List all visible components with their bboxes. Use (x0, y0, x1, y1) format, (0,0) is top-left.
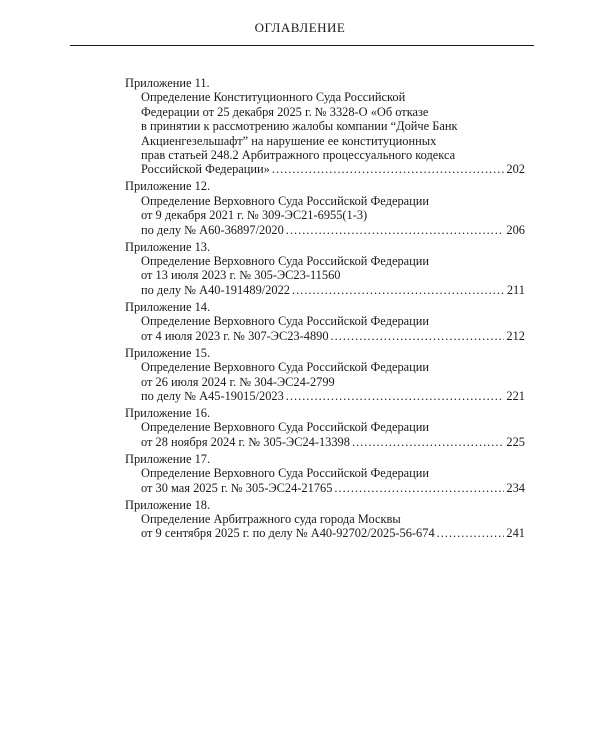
toc-entry[interactable] (125, 346, 525, 404)
header-rule (70, 45, 534, 46)
dot-leader (272, 162, 505, 176)
entry-last-line (125, 435, 525, 449)
appendix-label: Приложение 15. (125, 345, 211, 360)
appendix-label: Приложение 11. (125, 76, 210, 90)
appendix-label: Приложение 14. (125, 299, 211, 314)
page-number[interactable]: 206 (506, 222, 525, 237)
appendix-label: Приложение 17. (125, 451, 211, 466)
entry-description-line: Российской Федерации» (141, 162, 270, 177)
page-number[interactable]: 211 (506, 282, 525, 297)
page-number[interactable]: 241 (506, 526, 525, 541)
entry-description-line: по делу № А40-191489/2022 (141, 282, 290, 297)
entry-last-line (125, 223, 525, 237)
appendix-label: Приложение 13. (125, 239, 211, 254)
toc-entry[interactable] (125, 240, 525, 298)
dot-leader (286, 389, 505, 403)
entry-description-line: от 28 ноября 2024 г. № 305-ЭС24-13398 (141, 434, 350, 449)
entry-last-line (125, 526, 525, 540)
toc-entry[interactable] (125, 300, 525, 343)
entry-description-line: Определение Верховного Суда Российской Федерации (141, 193, 430, 208)
page-number[interactable]: 212 (506, 328, 525, 343)
page-number[interactable]: 202 (506, 162, 525, 177)
page-number[interactable]: 221 (506, 388, 525, 403)
entry-description-line: от 13 июля 2023 г. № 305-ЭС23-11560 (141, 268, 341, 283)
table-of-contents (125, 76, 525, 543)
entry-description-line: по делу № А60-36897/2020 (141, 222, 284, 237)
entry-description-line: Определение Арбитражного суда города Москвы (141, 511, 401, 526)
appendix-label: Приложение 18. (125, 497, 211, 512)
appendix-label: Приложение 12. (125, 179, 211, 194)
appendix-label: Приложение 16. (125, 405, 211, 420)
entry-description-line: Определение Верховного Суда Российской Федерации (141, 314, 430, 329)
entry-description-line: от 30 мая 2025 г. № 305-ЭС24-21765 (141, 480, 333, 495)
toc-entry[interactable] (125, 498, 525, 541)
dot-leader (334, 481, 504, 495)
dot-leader (352, 435, 504, 449)
entry-last-line (125, 329, 525, 343)
entry-last-line (125, 162, 525, 176)
entry-last-line (125, 283, 525, 297)
entry-description-line: по делу № А45-19015/2023 (141, 388, 284, 403)
page-title: ОГЛАВЛЕНИЕ (254, 20, 346, 35)
entry-description-line: от 4 июля 2023 г. № 307-ЭС23-4890 (141, 328, 329, 343)
entry-description-line: в принятии к рассмотрению жалобы компании “Дойче Банк (141, 119, 458, 134)
entry-description-line: Определение Верховного Суда Российской Федерации (141, 254, 430, 269)
entry-description-line: Акциенгезельшафт” на нарушение ее конституционных (141, 133, 437, 148)
entry-description-line: прав статьей 248.2 Арбитражного процессуального кодекса (141, 148, 456, 163)
entry-description-line: от 9 декабря 2021 г. № 309-ЭС21-6955(1-3) (141, 208, 368, 223)
dot-leader (286, 223, 505, 237)
toc-entry[interactable] (125, 179, 525, 237)
page-number[interactable]: 234 (506, 480, 525, 495)
dot-leader (437, 526, 505, 540)
entry-description-line: Определение Конституционного Суда Российской (141, 90, 406, 105)
entry-description-line: Определение Верховного Суда Российской Федерации (141, 420, 430, 435)
page-number[interactable]: 225 (506, 434, 525, 449)
toc-entry[interactable] (125, 76, 525, 177)
dot-leader (292, 283, 505, 297)
entry-description-line: Определение Верховного Суда Российской Федерации (141, 466, 430, 481)
toc-entry[interactable] (125, 452, 525, 495)
toc-entry[interactable] (125, 406, 525, 449)
entry-description-line: от 26 июля 2024 г. № 304-ЭС24-2799 (141, 374, 335, 389)
entry-description-line: Федерации от 25 декабря 2025 г. № 3328-О «Об отказе (141, 104, 429, 119)
entry-last-line (125, 389, 525, 403)
entry-last-line (125, 481, 525, 495)
entry-description-line: от 9 сентября 2025 г. по делу № А40-92702/2025-56-674 (141, 526, 435, 541)
entry-description-line: Определение Верховного Суда Российской Федерации (141, 360, 430, 375)
dot-leader (331, 329, 505, 343)
